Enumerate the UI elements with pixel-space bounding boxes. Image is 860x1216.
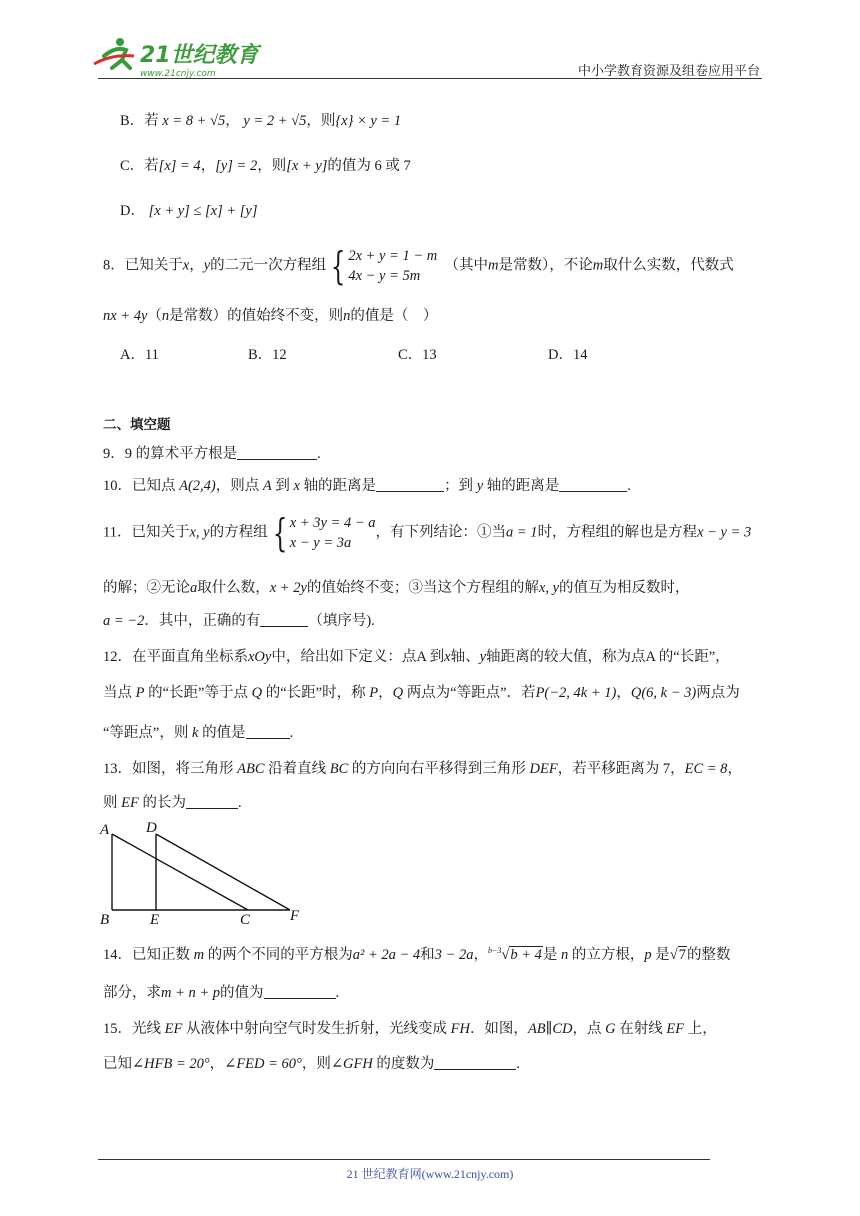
section-title: 二、填空题	[103, 417, 171, 433]
triangle-translation-figure	[98, 818, 308, 926]
text: ，则	[306, 113, 336, 129]
question-number: 12．	[103, 649, 132, 665]
text: 取什么实数，代数式	[603, 257, 734, 274]
math-expr: [x + y] ≤ [x] + [y]	[148, 203, 258, 219]
text: ，则点	[215, 478, 263, 494]
answer-blank[interactable]	[264, 984, 336, 999]
text: 的方程组	[209, 524, 268, 541]
text: 已知	[103, 1056, 132, 1072]
math-var: Q	[251, 685, 263, 701]
math-expr: {x} × y = 1	[335, 113, 402, 129]
math-var: y	[203, 257, 211, 274]
q8-stem-line1	[103, 246, 765, 286]
text: 在平面直角坐标系	[132, 649, 248, 665]
math-var: m	[193, 947, 205, 963]
text: 中，给出如下定义：点A 到	[271, 649, 445, 665]
math-var: n	[561, 947, 569, 963]
q8-stem-line2	[103, 307, 765, 326]
label-c: C	[240, 912, 251, 926]
math-var: n	[161, 308, 170, 324]
text: ．其中，正确的有	[144, 613, 261, 629]
q13-stem-line1	[103, 760, 765, 779]
footer-divider	[98, 1159, 710, 1160]
math-expr: a = 1	[506, 524, 538, 541]
text: ，	[209, 1056, 225, 1072]
math-expr: xOy	[248, 649, 272, 665]
math-expr: a = −2	[103, 613, 145, 629]
math-expr: [x + y]	[286, 158, 328, 174]
math-var: y	[479, 649, 487, 665]
text: 则	[103, 795, 122, 811]
text: 轴距离的较大值，称为点A 的“长距”，	[486, 649, 730, 665]
math-expr: FH	[450, 1021, 470, 1037]
q8-option-c[interactable]: C．13	[398, 347, 437, 363]
q8-option-d[interactable]: D．14	[548, 347, 588, 363]
text: 已知正数	[132, 947, 194, 963]
answer-blank[interactable]	[376, 477, 444, 492]
math-expr: ∠GFH	[330, 1056, 373, 1072]
math-expr: DEF	[529, 761, 558, 777]
text: 在射线	[615, 1021, 667, 1037]
label-b: B	[100, 912, 110, 926]
option-label: C．	[120, 158, 145, 174]
text: ，点	[572, 1021, 606, 1037]
text: 轴的距离是	[483, 478, 560, 494]
text: .	[317, 446, 321, 462]
option-label: D．	[120, 203, 145, 219]
math-expr: EF	[164, 1021, 183, 1037]
answer-blank[interactable]	[260, 612, 308, 627]
answer-blank[interactable]	[237, 445, 317, 460]
math-var-q2: Q	[392, 685, 404, 701]
text: 的“长距”时，称	[262, 685, 370, 701]
text: “等距点”，则	[103, 725, 192, 741]
text: 9 的算术平方根是	[124, 446, 238, 462]
text: 的立方根，	[568, 947, 645, 963]
question-number: 14．	[103, 947, 132, 963]
math-expr: 3 − 2a	[434, 947, 474, 963]
text: 的二元一次方程组	[210, 257, 327, 274]
math-expr: P(−2, 4k + 1)	[535, 685, 617, 701]
math-expr: nx + 4y	[103, 308, 148, 324]
text: 若	[144, 113, 163, 129]
text: .	[237, 795, 242, 811]
text: 是	[542, 947, 561, 963]
q9-stem	[103, 445, 765, 464]
text: ；到	[444, 478, 477, 494]
text: （	[147, 308, 162, 324]
math-var: P	[135, 685, 145, 701]
text: ，若平移距离为 7，	[557, 761, 685, 777]
logo-url: www.21cnjy.com	[140, 69, 216, 79]
question-number: 8．	[103, 257, 125, 274]
answer-blank[interactable]	[434, 1055, 516, 1070]
text: 的值为 6 或 7	[327, 158, 411, 174]
math-var: m	[488, 257, 499, 274]
edge-ac	[112, 834, 248, 910]
text: .	[335, 985, 340, 1001]
system-brace: {	[330, 244, 346, 288]
text: 轴、	[450, 649, 480, 665]
text: 已知点	[132, 478, 180, 494]
text: 的长为	[138, 795, 186, 811]
text: ，	[616, 685, 631, 701]
question-number: 10．	[103, 478, 132, 494]
math-var: A	[262, 478, 272, 494]
q7-option-d	[120, 202, 765, 221]
radical-body: 7	[678, 947, 686, 963]
q11-stem-line1	[103, 513, 765, 553]
text: 的值是（ ）	[350, 308, 438, 324]
math-expr: x + 2y	[269, 580, 307, 596]
equation: x − y = 3a	[289, 535, 352, 551]
math-var: a	[190, 580, 198, 596]
text: ．如图，	[469, 1021, 528, 1037]
text: ，	[727, 761, 742, 777]
text: 光线	[132, 1021, 165, 1037]
radical-sign: √	[669, 947, 678, 963]
text: 的值始终不变；③当这个方程组的解	[306, 580, 539, 596]
site-logo	[92, 34, 262, 80]
math-expr: y = 2 + √5	[243, 113, 307, 129]
math-var: x	[182, 257, 190, 274]
text: 部分，求	[103, 985, 161, 1001]
text: 已知关于	[131, 524, 190, 541]
math-expr-ef2: EF	[666, 1021, 685, 1037]
text: 的值是	[198, 725, 246, 741]
text: 轴的距离是	[299, 478, 377, 494]
q11-stem-line2	[103, 579, 765, 598]
math-var-p2: P	[369, 685, 379, 701]
answer-blank[interactable]	[246, 724, 290, 739]
math-var: p	[644, 947, 652, 963]
math-var-xy: x, y	[538, 580, 560, 596]
math-var: y	[476, 478, 484, 494]
edge-df	[156, 834, 290, 910]
text: 的度数为	[372, 1056, 435, 1072]
math-var: x	[444, 649, 451, 665]
text: 的方向向右平移得到三角形	[348, 761, 530, 777]
logo-text: 21世纪教育	[140, 43, 259, 68]
text: .	[289, 725, 294, 741]
q15-stem-line2	[103, 1055, 765, 1074]
text: 是	[651, 947, 670, 963]
text: 当点	[103, 685, 136, 701]
text: ，	[225, 113, 240, 129]
text: 和	[420, 947, 435, 963]
label-e: E	[150, 912, 160, 926]
q10-stem	[103, 477, 765, 496]
text: 到	[271, 478, 294, 494]
q12-stem-line3	[103, 724, 765, 743]
math-expr: [y] = 2	[215, 158, 258, 174]
math-expr: ABC	[237, 761, 265, 777]
header-platform-text: 中小学教育资源及组卷应用平台	[577, 64, 760, 79]
text: （填序号).	[308, 613, 375, 629]
label-a: A	[100, 822, 110, 838]
math-var: G	[605, 1021, 616, 1037]
text: 的值互为相反数时，	[559, 580, 690, 596]
math-expr: [x] = 4	[158, 158, 201, 174]
q14-stem-line1	[103, 946, 765, 965]
math-var: x	[293, 478, 300, 494]
q12-stem-line2	[103, 684, 765, 703]
math-expr: A(2,4)	[179, 478, 216, 494]
math-expr: EF	[121, 795, 139, 811]
equation: x + 3y = 4 − a	[289, 515, 376, 531]
text: 从液体中射向空气时发生折射，光线变成	[182, 1021, 451, 1037]
text: 若	[144, 158, 159, 174]
root-index: b−3	[487, 946, 502, 956]
math-expr: x − y = 3	[697, 524, 752, 541]
text: 沿着直线	[264, 761, 330, 777]
math-expr: Q(6, k − 3)	[630, 685, 697, 701]
text: ，则	[301, 1056, 331, 1072]
text: 的解；②无论	[103, 580, 190, 596]
text: 时，方程组的解也是方程	[537, 524, 698, 541]
text: 的值为	[220, 985, 264, 1001]
text: .	[627, 478, 631, 494]
equation: 4x − y = 5m	[348, 268, 421, 284]
radical-body: b + 4	[510, 947, 542, 963]
q15-stem-line1	[103, 1020, 765, 1039]
question-number: 11．	[103, 524, 132, 541]
question-number: 15．	[103, 1021, 132, 1037]
answer-blank[interactable]	[559, 477, 627, 492]
math-var-n2: n	[343, 308, 351, 324]
text: .	[516, 1056, 521, 1072]
text: ，则	[257, 158, 287, 174]
math-var: k	[192, 725, 199, 741]
question-number: 9．	[103, 446, 125, 462]
math-expr: ∠HFB = 20°	[132, 1056, 210, 1072]
text: 两点为“等距点”．若	[403, 685, 536, 701]
q11-stem-line3	[103, 612, 765, 631]
header-divider	[98, 78, 762, 79]
equation-system	[348, 246, 437, 286]
text: 的整数	[686, 947, 731, 963]
q14-stem-line2	[103, 984, 765, 1003]
text: ，	[473, 947, 488, 963]
label-f: F	[290, 908, 300, 924]
text: 已知关于	[124, 257, 183, 274]
footer-link[interactable]: 21 世纪教育网(www.21cnjy.com)	[346, 1167, 514, 1181]
math-expr: AB∥CD	[527, 1021, 573, 1037]
q7-option-b	[120, 112, 765, 131]
text: 的“长距”等于点	[144, 685, 252, 701]
question-number: 13．	[103, 761, 132, 777]
text: 上，	[684, 1021, 717, 1037]
math-var: x, y	[189, 524, 210, 541]
math-expr: BC	[329, 761, 349, 777]
text: 如图，将三角形	[132, 761, 238, 777]
math-expr: m + n + p	[161, 985, 221, 1001]
text: 两点为	[696, 685, 740, 701]
equation-system	[290, 513, 376, 553]
math-expr: x = 8 + √5	[162, 113, 226, 129]
text: ，	[378, 685, 393, 701]
math-expr: a² + 2a − 4	[352, 947, 421, 963]
radical-sign: √	[501, 947, 510, 963]
q7-option-c	[120, 157, 765, 176]
math-var-m2: m	[592, 257, 604, 274]
system-brace: {	[272, 511, 287, 555]
label-d: D	[146, 820, 157, 836]
text: 是常数），不论	[498, 257, 593, 274]
text: ，有下列结论：①当	[375, 524, 507, 541]
text: 取什么数，	[197, 580, 270, 596]
text: 是常数）的值始终不变，则	[169, 308, 344, 324]
answer-blank[interactable]	[186, 794, 238, 809]
q13-stem-line2	[103, 794, 765, 813]
text: ，	[200, 158, 216, 174]
q12-stem-line1	[103, 648, 765, 667]
q8-option-a[interactable]: A．11	[120, 347, 159, 363]
equation: 2x + y = 1 − m	[348, 248, 438, 264]
option-label: B．	[120, 113, 145, 129]
q8-option-b[interactable]: B．12	[248, 347, 287, 363]
math-expr: EC = 8	[684, 761, 728, 777]
runner-icon	[94, 38, 134, 68]
math-expr: ∠FED = 60°	[224, 1056, 302, 1072]
text: 的两个不同的平方根为	[204, 947, 353, 963]
text: ，	[189, 257, 204, 274]
text: （其中	[451, 257, 489, 274]
